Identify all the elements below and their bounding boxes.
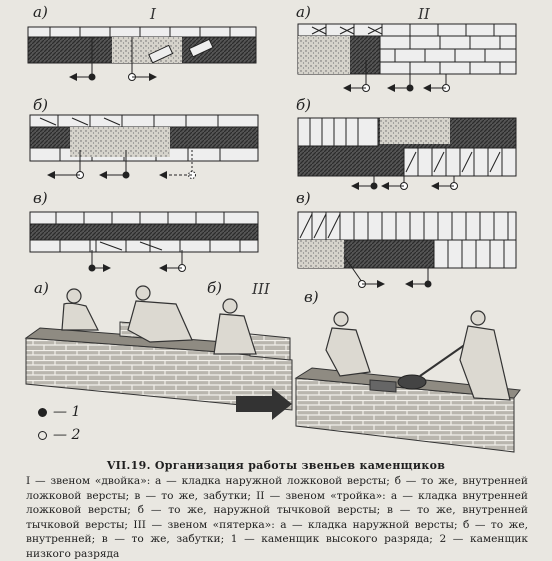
roman-III: III [252, 280, 270, 298]
diagram-Ib [30, 115, 258, 179]
roman-II: II [418, 5, 430, 23]
roman-I: I [150, 5, 156, 23]
open-dot-icon [38, 431, 47, 440]
legend-item-1 [38, 403, 80, 421]
caption-title: VII.19. Организация работы звеньев каменщиков [106, 459, 446, 472]
legend-text-2: — 2 [53, 427, 81, 443]
label-Ic: в) [33, 189, 48, 207]
legend-item-2 [38, 426, 80, 444]
label-Ib: б) [33, 96, 49, 114]
label-IIb: б) [296, 96, 312, 114]
illustration-III-wall-right [296, 311, 520, 452]
diagram-Ia [28, 27, 256, 81]
label-IIc: в) [296, 189, 311, 207]
label-IIa: а) [296, 3, 311, 21]
diagram-Ic [30, 212, 258, 272]
diagram-IIc [298, 212, 516, 288]
filled-dot-icon [38, 408, 47, 417]
legend-text-1: — 1 [53, 404, 81, 420]
caption-body: I — звеном «двойка»: а — кладка наружной ложковой версты; б — то же, внутренней ложковой версты; в — то же, забутки; II — звеном «тройка»: а — кладка внутренней ложковой версты; б — то же, наружной тычковой версты; в — то же, внутренней тычковой версты; III — звеном «пятерка»: а — кладка наружной версты; б — то же, внутренней; в — то же, забутки; 1 — каменщик высокого разряда; 2 — каменщик низкого разряда [26, 475, 528, 560]
label-IIIa: а) [34, 279, 49, 297]
label-IIIc: в) [304, 288, 319, 306]
illustration-III-wall-left [26, 286, 292, 410]
diagram-IIb [298, 118, 516, 190]
label-Ia: а) [33, 3, 48, 21]
diagram-IIa [298, 24, 516, 92]
label-IIIb: б) [207, 279, 223, 297]
